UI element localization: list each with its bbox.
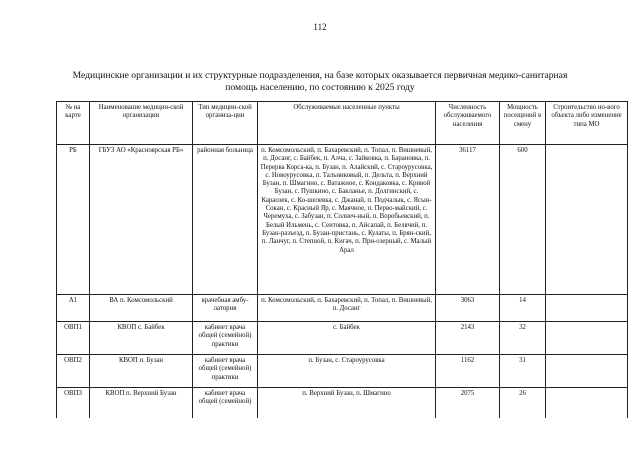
cell-population: 36117 [436, 145, 500, 295]
table-row [57, 295, 628, 322]
cell-capacity: 600 [500, 145, 546, 295]
cell-organization-name: ВА п. Комсомольский [90, 295, 193, 322]
cell-organization-name: ГБУЗ АО «Красноярская РБ» [90, 145, 193, 295]
cell-organization-name: КВОП п. Бузан [90, 355, 193, 388]
cell-map-number: ОВП1 [57, 322, 90, 355]
cell-construction [546, 322, 628, 355]
cell-map-number: А1 [57, 295, 90, 322]
table-row [57, 322, 628, 355]
header-settlements: Обслуживаемые населенные пункты [258, 102, 436, 145]
header-population: Численность обслуживаемого населения [436, 102, 500, 145]
header-organization-name: Наименование медицин-ской организации [90, 102, 193, 145]
cell-population: 3063 [436, 295, 500, 322]
cell-settlements: п. Верхний Бузан, п. Шмагино [258, 388, 436, 418]
cell-map-number: РБ [57, 145, 90, 295]
table-row [57, 355, 628, 388]
cell-organization-type: кабинет врача общей (семейной) практики [193, 322, 258, 355]
cell-population: 1162 [436, 355, 500, 388]
cell-map-number: ОВП2 [57, 355, 90, 388]
title-line-2: помощь населению, по состоянию к 2025 году [225, 82, 415, 93]
cell-population: 2143 [436, 322, 500, 355]
cell-settlements: с. Байбек [258, 322, 436, 355]
table-header-row [57, 102, 628, 145]
cell-organization-type: кабинет врача общей (семейной) практики [193, 355, 258, 388]
cell-construction [546, 388, 628, 418]
table-row [57, 145, 628, 295]
cell-capacity: 31 [500, 355, 546, 388]
header-construction: Строительство но-вого объекта либо изменение типа МО [546, 102, 628, 145]
header-capacity: Мощность посещений в смену [500, 102, 546, 145]
cell-construction [546, 295, 628, 322]
cell-organization-type: районная больница [193, 145, 258, 295]
page-number: 112 [313, 22, 327, 32]
header-map-number: № на карте [57, 102, 90, 145]
cell-map-number: ОВП3 [57, 388, 90, 418]
cell-population: 2075 [436, 388, 500, 418]
cell-capacity: 14 [500, 295, 546, 322]
cell-organization-type: врачебная амбу-латория [193, 295, 258, 322]
cell-construction [546, 355, 628, 388]
table-row [57, 388, 628, 418]
document-title [40, 70, 600, 94]
cell-settlements: п. Комсомольский, п. Бахаревский, п. Топал, п. Вишневый, п. Досанг, с. Байбек, п. Алча, с. Зайковка, п. Барановка, п. Перерва Корса-ка, п. Бузан, п. Алайский, с. Староурусовка, с. Новоурусовка, п. Тальниковый, п. Дельта, п. Верхний Бузан, п. Шмагино, с. Ватажное, с. Кондаковка, с. Кривой Бузан, с. Пушкино, с. Бакланье, п. Долгинский, с. Караозек, с. Ко-шелевка, с. Джанай, п. Подчалык, с. Ясын-Сокан, с. Красный Яр, с. Маячное, п. Перво-майский, с. Черемуха, с. Забузан, п. Солнеч-ный, п. Воробьевский, п. Белый Ильмень, с. Сеитовка, п. Айсапай, п. Белячий, п. Бузан-разъезд, п. Бузан-пристань, с. Кулаты, п. Брян-ский, п. Ланчуг, п. Степной, п. Кигач, п. При-озерный, с. Малый Арал [258, 145, 436, 295]
cell-settlements: п. Бузан, с. Староурусовка [258, 355, 436, 388]
title-line-1: Медицинские организации и их структурные подразделения, на базе которых оказывается первичная медико-санитарная [72, 70, 568, 81]
cell-construction [546, 145, 628, 295]
medical-organizations-table [56, 101, 628, 418]
cell-organization-name: КВОП с. Байбек [90, 322, 193, 355]
header-organization-type: Тип медицин-ской организа-ции [193, 102, 258, 145]
cell-capacity: 32 [500, 322, 546, 355]
cell-settlements: п. Комсомольский, п. Бахаревский, п. Топал, п. Вишневый, п. Досанг [258, 295, 436, 322]
cell-capacity: 26 [500, 388, 546, 418]
cell-organization-type: кабинет врача общей (семейной) [193, 388, 258, 418]
cell-organization-name: КВОП п. Верхний Бузан [90, 388, 193, 418]
